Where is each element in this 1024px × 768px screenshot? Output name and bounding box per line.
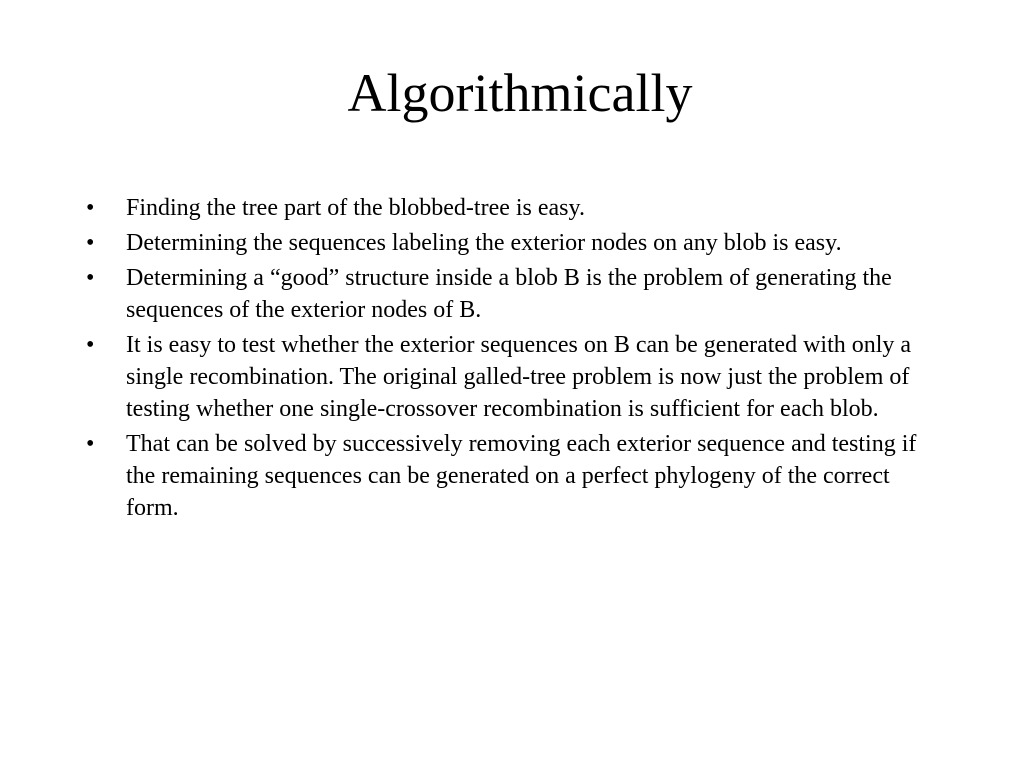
bullet-marker: • xyxy=(86,265,95,291)
bullet-text: Determining the sequences labeling the exterior nodes on any blob is easy. xyxy=(126,230,842,256)
bullet-text: Determining a “good” structure inside a blob B is the problem of generating the sequences of the exterior nodes of B. xyxy=(126,265,892,323)
bullet-item xyxy=(0,192,1024,224)
bullet-marker: • xyxy=(86,195,95,221)
bullet-text: Finding the tree part of the blobbed-tree is easy. xyxy=(126,195,585,221)
bullet-item xyxy=(0,329,1024,425)
slide-title: Algorithmically xyxy=(347,63,693,123)
bullet-item xyxy=(0,227,1024,259)
bullet-text: It is easy to test whether the exterior sequences on B can be generated with only a single recombination. The original galled-tree problem is now just the problem of testing whether one single-crossover recombination is sufficient for each blob. xyxy=(126,332,912,422)
bullet-marker: • xyxy=(86,230,95,256)
bullet-text: That can be solved by successively removing each exterior sequence and testing if the remaining sequences can be generated on a perfect phylogeny of the correct form. xyxy=(126,431,917,521)
bullet-marker: • xyxy=(86,431,95,457)
bullet-item xyxy=(0,428,1024,524)
bullet-item xyxy=(0,262,1024,326)
bullet-list xyxy=(0,192,1024,527)
bullet-marker: • xyxy=(86,332,95,358)
